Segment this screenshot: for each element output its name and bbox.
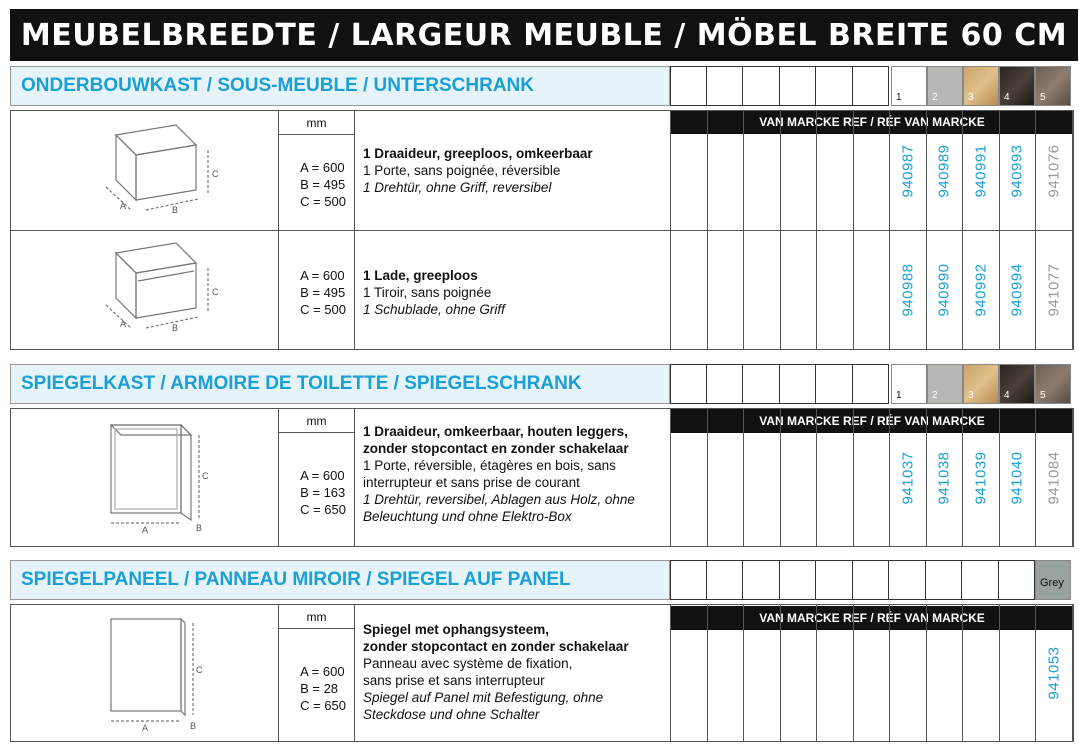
svg-text:B: B [172,323,179,333]
color-swatch-grey: Grey [1035,560,1071,600]
ref-number: 941084 [1045,450,1063,505]
ref-header: VAN MARCKE REF / RÉF VAN MARCKE [670,606,1074,630]
unit-label: mm [279,111,354,135]
color-swatch-1: 1 [891,66,927,106]
ref-number: 941037 [899,450,917,505]
product-drawing [11,605,279,741]
svg-text:B: B [196,523,203,533]
svg-text:B: B [172,205,179,215]
table-row [10,604,1074,742]
ref-number: 941077 [1045,263,1063,317]
svg-text:A: A [142,525,149,535]
ref-number: 941038 [935,450,953,505]
page-title: MEUBELBREEDTE / LARGEUR MEUBLE / MÖBEL BREITE 60 CM [10,9,1078,61]
ref-number: 940988 [899,263,917,317]
dimensions: A = 600 B = 163 C = 650 [300,468,346,517]
color-swatch-2: 2 [927,66,963,106]
section-heading: SPIEGELPANEEL / PANNEAU MIROIR / SPIEGEL AUF PANEL [10,560,670,600]
color-swatch-2: 2 [927,364,963,404]
color-swatch-4: 4 [999,66,1035,106]
ref-header: VAN MARCKE REF / RÉF VAN MARCKE [670,409,1074,433]
svg-text:A: A [142,723,149,733]
ref-number: 940994 [1008,263,1026,317]
dimensions: A = 600 B = 495 C = 500 [300,268,346,317]
product-description: 1 Draaideur, omkeerbaar, houten leggers, zonder stopcontact en zonder schakelaar 1 Porte, réversible, étagères en bois, sans interrupteur et sans prise de courant 1 Drehtür, reversibel, Ablagen aus Holz, ohne Beleuchtung und ohne Elektro-Box [363,424,635,524]
ref-number: 941053 [1045,646,1063,700]
product-drawing [11,231,279,349]
svg-text:C: C [212,169,219,179]
color-grid [670,364,889,404]
color-swatch-3: 3 [963,364,999,404]
ref-number: 940989 [935,143,953,198]
svg-text:C: C [196,665,203,675]
color-swatch-3: 3 [963,66,999,106]
product-description: 1 Draaideur, greeploos, omkeerbaar 1 Porte, sans poignée, réversible 1 Drehtür, ohne Griff, reversibel [363,146,593,195]
product-drawing [11,111,279,230]
unit-label: mm [279,605,354,629]
mirror-cabinet-drawing [96,415,226,540]
ref-number: 940990 [935,263,953,317]
section-heading: SPIEGELKAST / ARMOIRE DE TOILETTE / SPIEGELSCHRANK [10,364,670,404]
dimensions: A = 600 B = 495 C = 500 [300,160,346,209]
table-row [10,110,1074,231]
ref-number: 940987 [899,143,917,198]
product-drawing [11,409,279,546]
color-swatch-5: 5 [1035,66,1071,106]
color-grid [670,66,889,106]
product-description: Spiegel met ophangsysteem, zonder stopcontact en zonder schakelaar Panneau avec système de fixation, sans prise et sans interrupteur Spiegel auf Panel mit Befestigung, ohne Steckdose und ohne Schalter [363,622,629,722]
svg-text:A: A [120,201,127,211]
ref-number: 940992 [972,263,990,317]
dimensions: A = 600 B = 28 C = 650 [300,664,346,713]
table-row [10,230,1074,350]
section-heading: ONDERBOUWKAST / SOUS-MEUBLE / UNTERSCHRANK [10,66,670,106]
ref-number: 941040 [1008,450,1026,505]
color-swatch-1: 1 [891,364,927,404]
svg-text:B: B [190,721,197,731]
svg-text:A: A [120,319,127,329]
color-swatch-4: 4 [999,364,1035,404]
cabinet-door-drawing [86,115,236,225]
svg-text:C: C [212,287,219,297]
unit-label: mm [279,409,354,433]
ref-number: 940991 [972,143,990,198]
ref-number: 941039 [972,450,990,505]
color-grid [670,560,1035,600]
ref-header: VAN MARCKE REF / RÉF VAN MARCKE [670,110,1074,134]
table-row [10,408,1074,547]
ref-number: 941076 [1045,143,1063,198]
color-swatch-5: 5 [1035,364,1071,404]
mirror-panel-drawing [96,609,226,734]
ref-number: 940993 [1008,143,1026,198]
cabinet-drawer-drawing [86,233,236,343]
product-description: 1 Lade, greeploos 1 Tiroir, sans poignée 1 Schublade, ohne Griff [363,268,505,317]
svg-text:C: C [202,471,209,481]
